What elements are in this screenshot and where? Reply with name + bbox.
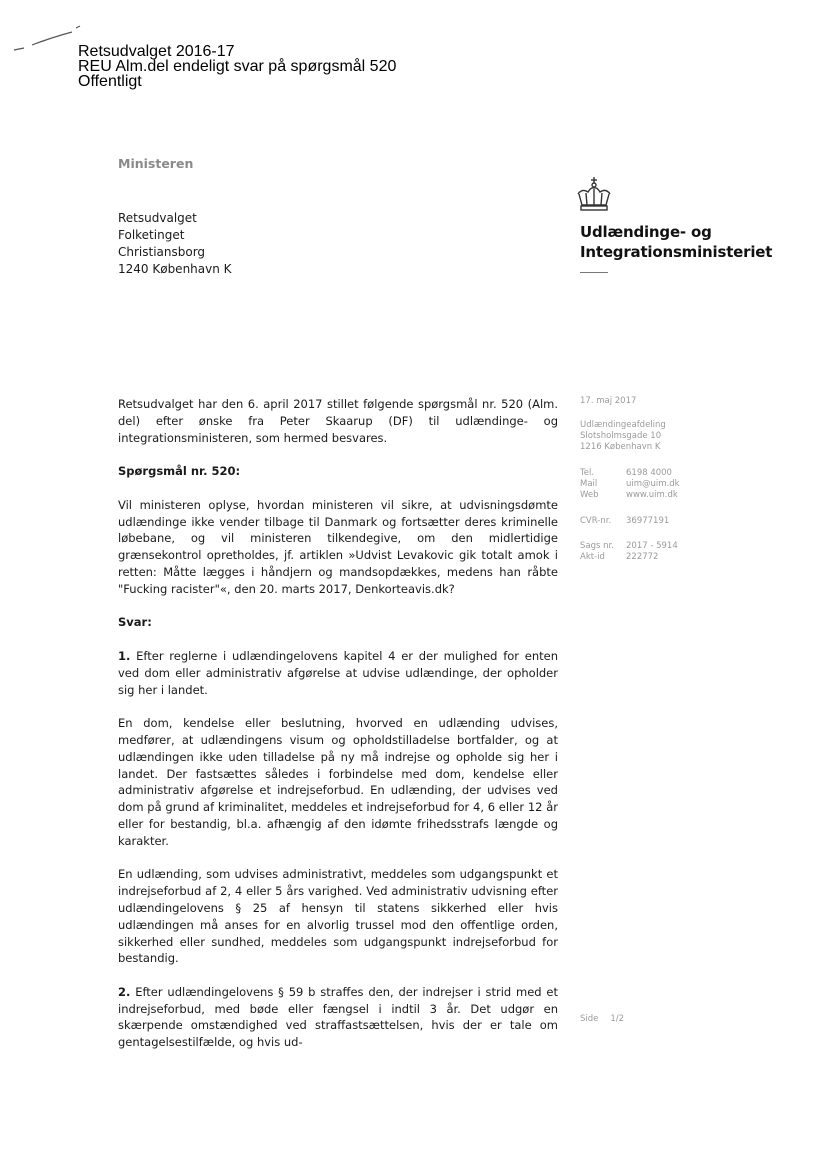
stamp-line-1: Retsudvalget 2016-17 [78,43,235,60]
mail-label: Mail [580,479,598,489]
answer-paragraph-2: En dom, kendelse eller beslutning, hvorved en udlænding udvises, medfører, at udlændingens visum og opholdstilladelse bortfalder, og at udlændingen ikke uden tilladelse på ny må indrejse og opholde sig her i landet. Der fastsættes således i forbindelse med dom, kendelse eller administrativ afgørelse et indrejseforbud. En udlænding, der udvises ved dom på grund af kriminalitet, meddeles et indrejseforbud for 4, 6 eller 12 år eller for bestandig, bl.a. afhængig af den idømte frihedsstrafs længde og karakter. [118,716,558,848]
stamp-line-2: REU Alm.del endeligt svar på spørgsmål 520 [78,58,397,75]
ministry-line-1: Udlændinge- og [580,223,712,241]
cvr-value: 36977191 [626,516,670,526]
ministry-name [580,222,772,262]
logo-divider [580,272,608,273]
page-number [580,1014,636,1024]
case-number-label: Sags nr. [580,541,614,551]
contact-info [580,468,680,501]
recipient-line-2: Folketinget [118,228,185,242]
department-street: Slotsholmsgade 10 [580,431,662,441]
letter-date: 17. maj 2017 [580,396,637,406]
department-address [580,420,666,453]
department-city: 1216 København K [580,442,661,452]
recipient-line-1: Retsudvalget [118,211,197,225]
tel-label: Tel. [580,468,595,478]
web-value[interactable]: www.uim.dk [626,490,678,500]
case-number-value: 2017 - 5914 [626,541,678,551]
letter-body [118,396,558,1068]
answer-paragraph-3: En udlænding, som udvises administrativt, meddeles som udgangspunkt et indrejseforbud af 2, 4 eller 5 års varighed. Ved administrativ udvisning efter udlændingelovens § 25 af hensyn til statens sikkerhed eller hvis udlændingen må anses for en alvorlig trussel mod den offentlige orden, sikkerhed eller sundhed, meddeles som udgangspunkt indrejseforbud for bestandig. [118,867,558,966]
case-info [580,541,678,563]
contact-web-row [580,490,680,501]
contact-tel-row [580,468,680,479]
act-id-value: 222772 [626,552,659,562]
web-label: Web [580,490,599,500]
answer-paragraph-4 [118,984,558,1051]
answer-number-2: 2. [118,984,131,999]
answer-paragraph-1 [118,648,558,698]
question-paragraph: Vil ministeren oplyse, hvordan ministeren vil sikre, at udvisningsdømte udlændinge ikke vender tilbage til Danmark og fortsætter deres kriminelle løbebane, og vil ministeren tilkendegive, om den midlertidige grænsekontrol opretholdes, jf. artiklen »Udvist Levakovic gik totalt amok i retten: Måtte lægges i håndjern og mandsopdækkes, medens han råbte "Fucking racister"«, den 20. marts 2017, Denkorteavis.dk? [118,497,558,596]
page-label: Side [580,1014,599,1024]
tel-value: 6198 4000 [626,468,672,478]
cvr-label: CVR-nr. [580,516,612,526]
question-heading: Spørgsmål nr. 520: [118,464,241,479]
answer-heading: Svar: [118,615,152,630]
answer-paragraph-4-text: Efter udlændingelovens § 59 b straffes den, der indrejser i strid med et indrejseforbud, med bøde eller fængsel i indtil 3 år. Det udgør en skærpende omstændighed ved straffastsættelsen, hvis der er tale om gentagelsestilfælde, og hvis ud- [118,984,558,1050]
stamp-line-3: Offentligt [78,73,142,90]
crown-logo-icon [574,176,614,212]
sender-label: Ministeren [118,156,194,171]
page-value: 1/2 [610,1014,625,1024]
mail-value[interactable]: uim@uim.dk [626,479,680,489]
answer-paragraph-1-text: Efter reglerne i udlændingelovens kapitel 4 er der mulighed for enten ved dom eller administrativ afgørelse at udvise udlændinge, der opholder sig her i landet. [118,648,559,697]
recipient-line-3: Christiansborg [118,245,206,259]
document-stamp [78,44,396,89]
recipient-address [118,210,232,278]
intro-paragraph: Retsudvalget har den 6. april 2017 stillet følgende spørgsmål nr. 520 (Alm. del) efter ønske fra Peter Skaarup (DF) til udlændinge- og integrationsministeren, som hermed besvares. [118,397,558,445]
ministry-line-2: Integrationsministeriet [580,243,773,261]
act-id-label: Akt-id [580,552,605,562]
cvr-row [580,516,669,527]
contact-mail-row [580,479,680,490]
recipient-line-4: 1240 København K [118,262,232,276]
answer-number-1: 1. [118,648,131,663]
act-id-row [580,552,678,563]
department-name: Udlændingeafdeling [580,420,666,430]
case-number-row [580,541,678,552]
